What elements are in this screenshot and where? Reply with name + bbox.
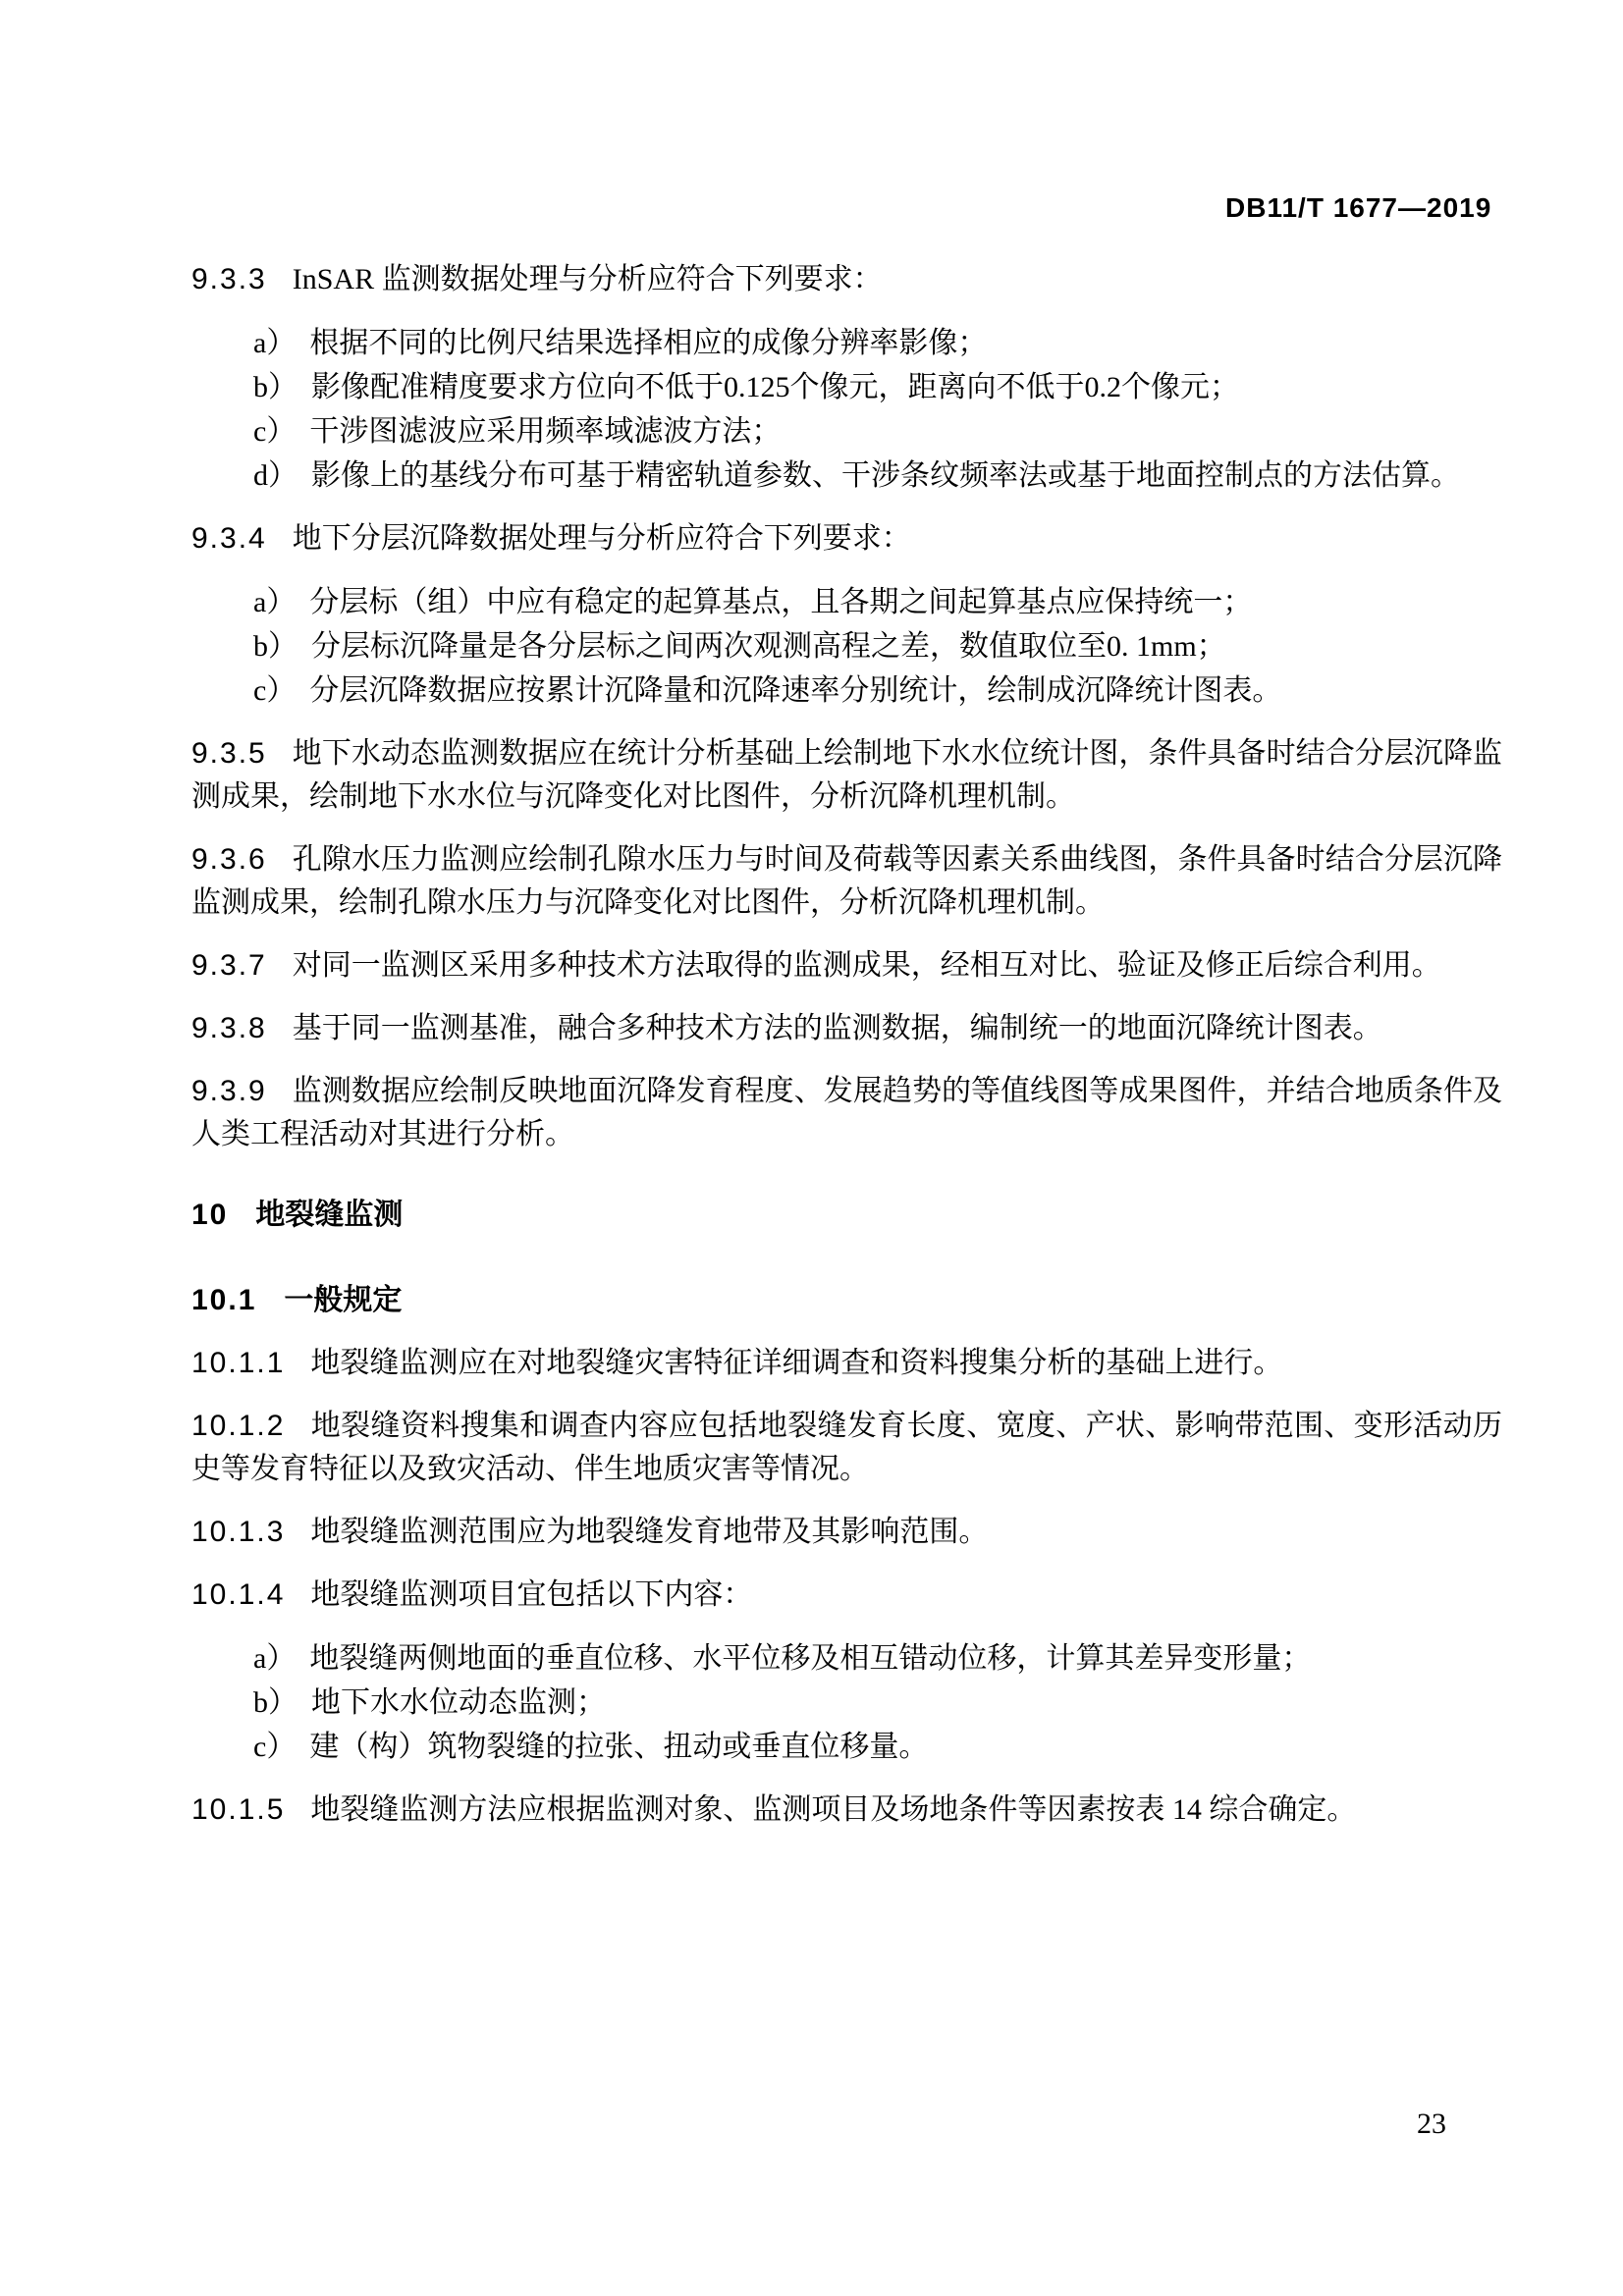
clause-number: 9.3.3 (191, 263, 267, 295)
clause-text: 地裂缝监测范围应为地裂缝发育地带及其影响范围。 (310, 1516, 989, 1548)
clause (191, 1405, 1502, 1491)
clause-text: 孔隙水压力监测应绘制孔隙水压力与时间及荷载等因素关系曲线图，条件具备时结合分层沉降监测成果，绘制孔隙水压力与沉降变化对比图件，分析沉降机理机制。 (191, 843, 1502, 919)
list-item-label: d） (253, 459, 298, 492)
clause-number: 9.3.5 (191, 737, 267, 770)
document-body (191, 239, 1502, 1851)
clause-text: 地下水动态监测数据应在统计分析基础上绘制地下水水位统计图，条件具备时结合分层沉降监测成果，绘制地下水水位与沉降变化对比图件，分析沉降机理机制。 (191, 737, 1502, 813)
list-item-text: 地下水水位动态监测； (311, 1686, 606, 1719)
list-item (191, 580, 1502, 624)
clause-text: 地裂缝监测项目宜包括以下内容： (310, 1578, 753, 1611)
clause (191, 944, 1502, 988)
list-item-text: 干涉图滤波应采用频率域滤波方法； (309, 415, 782, 448)
clause-number: 10.1.4 (191, 1578, 286, 1611)
list-item (191, 624, 1502, 668)
clause (191, 517, 1502, 561)
clause-text: 地裂缝监测方法应根据监测对象、监测项目及场地条件等因素按表 14 综合确定。 (310, 1793, 1357, 1826)
chapter-heading-text: 地裂缝监测 (255, 1199, 404, 1231)
list-item-label: c） (253, 415, 297, 448)
chapter-heading (191, 1194, 1502, 1237)
list-item-label: b） (253, 630, 298, 663)
clause-number: 10.1.1 (191, 1347, 286, 1379)
clause-number: 10.1.3 (191, 1516, 286, 1548)
list-item-label: b） (253, 371, 298, 403)
list-item-text: 影像上的基线分布可基于精密轨道参数、干涉条纹频率法或基于地面控制点的方法估算。 (311, 459, 1460, 492)
clause (191, 732, 1502, 819)
list-item-text: 分层沉降数据应按累计沉降量和沉降速率分别统计，绘制成沉降统计图表。 (309, 674, 1282, 707)
section-heading-text: 一般规定 (284, 1284, 403, 1316)
list-item (191, 365, 1502, 409)
section-heading (191, 1279, 1502, 1322)
list-item-label: c） (253, 1731, 297, 1763)
clause-text: 地裂缝监测应在对地裂缝灾害特征详细调查和资料搜集分析的基础上进行。 (310, 1347, 1283, 1379)
clause-text: 地裂缝资料搜集和调查内容应包括地裂缝发育长度、宽度、产状、影响带范围、变形活动历史等发育特征以及致灾活动、伴生地质灾害等情况。 (191, 1410, 1502, 1485)
list-item (191, 454, 1502, 498)
list-item (191, 668, 1502, 713)
list-item-label: b） (253, 1686, 298, 1719)
clause-text: 基于同一监测基准，融合多种技术方法的监测数据，编制统一的地面沉降统计图表。 (292, 1012, 1382, 1044)
list-item (191, 321, 1502, 365)
clause (191, 258, 1502, 301)
list-item-label: a） (253, 586, 297, 618)
list-item (191, 1725, 1502, 1769)
clause-number: 10.1.5 (191, 1793, 286, 1826)
list-item-text: 建（构）筑物裂缝的拉张、扭动或垂直位移量。 (309, 1731, 929, 1763)
page-number: 23 (1417, 2108, 1446, 2140)
clause (191, 1342, 1502, 1385)
document-code-header: DB11/T 1677—2019 (1225, 192, 1492, 223)
list-item-label: a） (253, 327, 297, 359)
list-item-text: 分层标沉降量是各分层标之间两次观测高程之差，数值取位至0. 1mm； (311, 630, 1226, 663)
clause (191, 1789, 1502, 1832)
list-item-text: 根据不同的比例尺结果选择相应的成像分辨率影像； (309, 327, 988, 359)
clause-number: 10.1.2 (191, 1410, 286, 1442)
clause (191, 1007, 1502, 1050)
clause-number: 9.3.4 (191, 522, 267, 555)
list-item-text: 地裂缝两侧地面的垂直位移、水平位移及相互错动位移，计算其差异变形量； (309, 1642, 1312, 1675)
list-item-text: 分层标（组）中应有稳定的起算基点，且各期之间起算基点应保持统一； (309, 586, 1253, 618)
chapter-heading-number: 10 (191, 1199, 229, 1231)
list-item-label: a） (253, 1642, 297, 1675)
clause (191, 1574, 1502, 1617)
clause-text: 地下分层沉降数据处理与分析应符合下列要求： (292, 522, 911, 555)
clause (191, 838, 1502, 925)
clause-number: 9.3.9 (191, 1075, 267, 1107)
clause-text: 监测数据应绘制反映地面沉降发育程度、发展趋势的等值线图等成果图件，并结合地质条件及人类工程活动对其进行分析。 (191, 1075, 1502, 1150)
clause-number: 9.3.8 (191, 1012, 267, 1044)
clause-text: 对同一监测区采用多种技术方法取得的监测成果，经相互对比、验证及修正后综合利用。 (292, 949, 1441, 982)
list-item (191, 1681, 1502, 1725)
list-item-text: 影像配准精度要求方位向不低于0.125个像元，距离向不低于0.2个像元； (311, 371, 1239, 403)
list-item-label: c） (253, 674, 297, 707)
section-heading-number: 10.1 (191, 1284, 257, 1316)
clause (191, 1511, 1502, 1554)
list-item (191, 1636, 1502, 1681)
clause-number: 9.3.6 (191, 843, 267, 876)
list-item (191, 409, 1502, 454)
clause (191, 1070, 1502, 1156)
clause-text: InSAR 监测数据处理与分析应符合下列要求： (292, 263, 883, 295)
clause-number: 9.3.7 (191, 949, 267, 982)
